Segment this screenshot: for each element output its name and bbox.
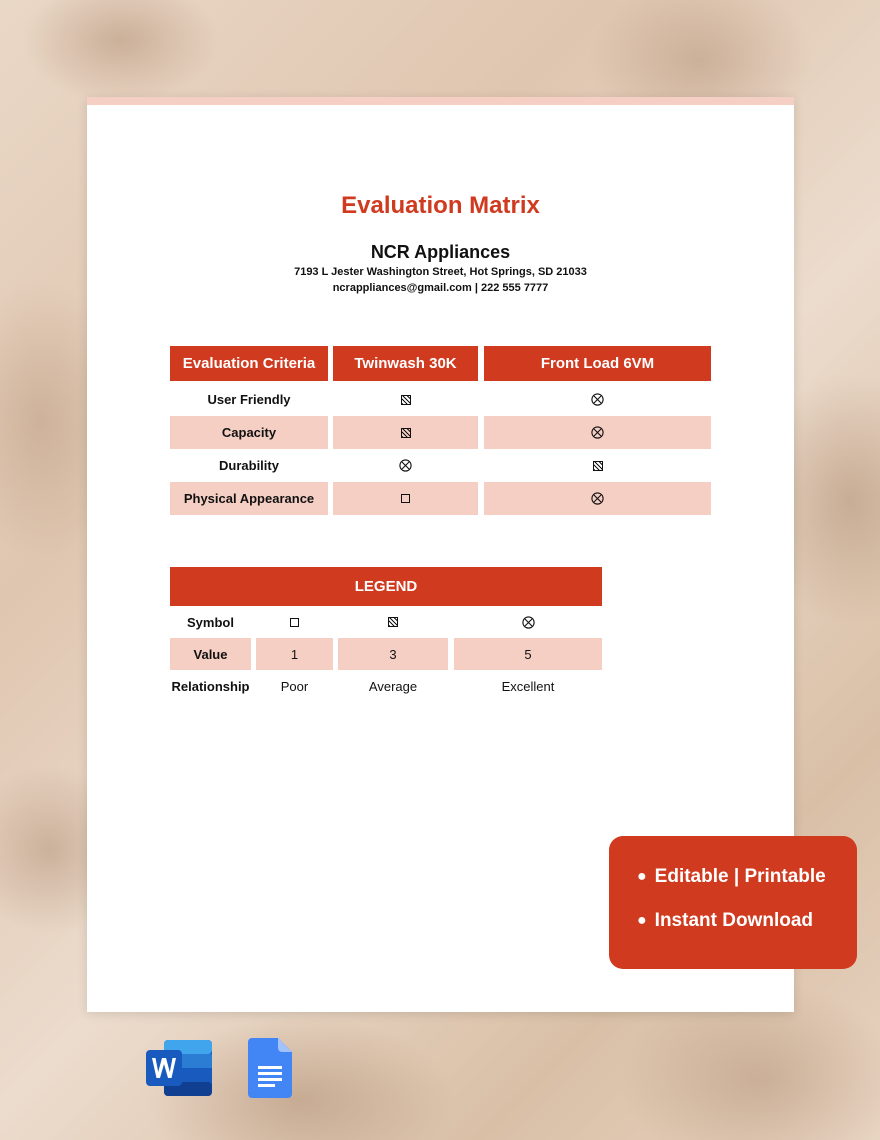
evaluation-matrix-table bbox=[170, 346, 711, 515]
google-docs-icon[interactable] bbox=[248, 1038, 292, 1098]
rating-cell bbox=[484, 383, 711, 416]
badge-editable-text: Editable | Printable bbox=[654, 866, 826, 887]
feature-badge bbox=[609, 836, 857, 969]
hatched-square-icon bbox=[401, 428, 411, 438]
table-row bbox=[170, 416, 711, 449]
rating-cell bbox=[333, 383, 478, 416]
rating-cell bbox=[333, 449, 478, 482]
bullet-icon: ● bbox=[637, 912, 647, 929]
square-outline-icon bbox=[290, 618, 299, 627]
legend-relationship-cell: Poor bbox=[280, 678, 309, 694]
legend-symbol-cell bbox=[454, 606, 602, 638]
criteria-cell: User Friendly bbox=[207, 392, 291, 407]
company-address: 7193 L Jester Washington Street, Hot Springs, SD 21033 bbox=[294, 266, 587, 278]
table-row bbox=[170, 482, 711, 515]
rating-cell bbox=[484, 482, 711, 515]
legend-symbol-cell bbox=[338, 606, 448, 638]
legend-relationship-cell: Excellent bbox=[501, 678, 555, 694]
legend-table bbox=[170, 567, 602, 702]
legend-value-cell: 1 bbox=[256, 638, 333, 670]
legend-symbol-cell bbox=[256, 606, 333, 638]
legend-symbol-row bbox=[170, 606, 602, 638]
hatched-square-icon bbox=[401, 395, 411, 405]
header-criteria: Evaluation Criteria bbox=[170, 346, 328, 381]
legend-relationship-cell: Average bbox=[368, 678, 418, 694]
table-row bbox=[170, 383, 711, 416]
circle-x-icon bbox=[591, 393, 604, 406]
legend-title: LEGEND bbox=[170, 567, 602, 606]
bullet-icon: ● bbox=[637, 868, 647, 885]
legend-relationship-label: Relationship bbox=[171, 678, 250, 694]
microsoft-word-icon[interactable] bbox=[146, 1038, 214, 1098]
legend-value-row bbox=[170, 638, 602, 670]
badge-download-text: Instant Download bbox=[654, 910, 813, 931]
company-contact: ncrappliances@gmail.com | 222 555 7777 bbox=[332, 282, 549, 294]
criteria-cell: Capacity bbox=[170, 416, 328, 449]
legend-relationship-row bbox=[170, 670, 602, 702]
circle-x-icon bbox=[591, 426, 604, 439]
table-header-row bbox=[170, 346, 711, 381]
document-title: Evaluation Matrix bbox=[341, 192, 540, 219]
legend-value-label: Value bbox=[170, 638, 251, 670]
circle-x-icon bbox=[591, 492, 604, 505]
rating-cell bbox=[333, 482, 478, 515]
legend-value-cell: 3 bbox=[338, 638, 448, 670]
criteria-cell: Durability bbox=[219, 458, 279, 473]
rating-cell bbox=[484, 449, 711, 482]
hatched-square-icon bbox=[388, 617, 398, 627]
legend-value-cell: 5 bbox=[454, 638, 602, 670]
header-twinwash: Twinwash 30K bbox=[333, 346, 478, 381]
badge-item bbox=[637, 910, 857, 954]
legend-symbol-label: Symbol bbox=[187, 614, 234, 630]
criteria-cell: Physical Appearance bbox=[170, 482, 328, 515]
header-frontload: Front Load 6VM bbox=[484, 346, 711, 381]
square-outline-icon bbox=[401, 494, 410, 503]
rating-cell bbox=[333, 416, 478, 449]
company-name: NCR Appliances bbox=[370, 242, 511, 262]
circle-x-icon bbox=[399, 459, 412, 472]
top-accent-band bbox=[87, 97, 794, 105]
circle-x-icon bbox=[522, 616, 535, 629]
rating-cell bbox=[484, 416, 711, 449]
badge-item bbox=[637, 866, 857, 910]
table-row bbox=[170, 449, 711, 482]
hatched-square-icon bbox=[593, 461, 603, 471]
